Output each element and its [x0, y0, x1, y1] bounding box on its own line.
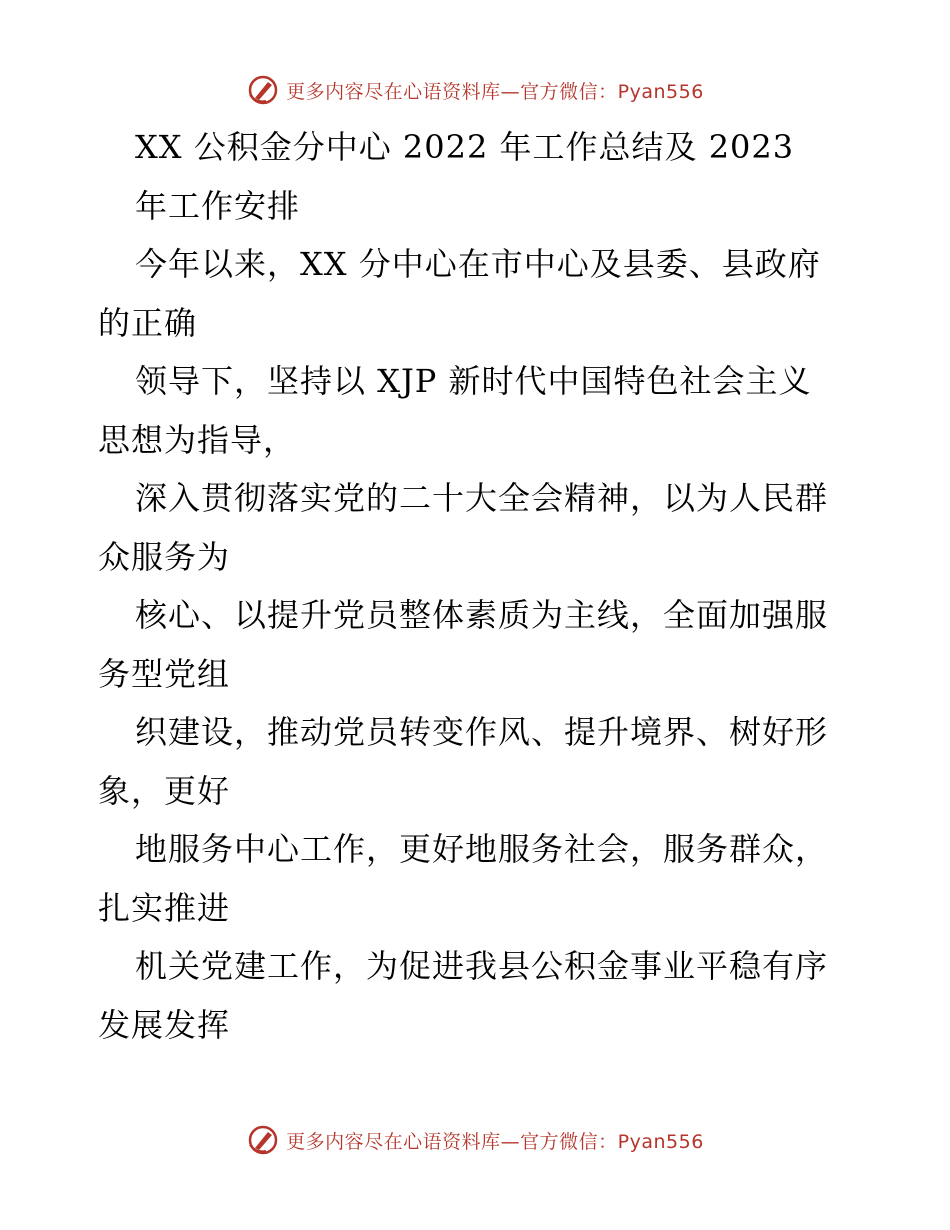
- text-line: 扎实推进: [98, 888, 231, 927]
- footer-watermark: [0, 1120, 950, 1160]
- text-line: 思想为指导，: [98, 420, 297, 459]
- pen-circle-logo-icon: [246, 73, 280, 107]
- text-line: 众服务为: [98, 537, 231, 576]
- text-line: 机关党建工作，为促进我县公积金事业平稳有序: [135, 947, 829, 985]
- watermark-text: 更多内容尽在心语资料库—官方微信：Pyan556: [286, 80, 704, 103]
- text-line: 深入贯彻落实党的二十大全会精神，以为人民群: [135, 479, 829, 517]
- text-line: 核心、以提升党员整体素质为主线，全面加强服: [135, 596, 829, 634]
- text-line: 的正确: [98, 303, 198, 342]
- text-line: 地服务中心工作，更好地服务社会，服务群众，: [135, 830, 829, 868]
- pen-circle-logo-icon: [246, 1123, 280, 1157]
- text-line: 发展发挥: [98, 1005, 231, 1044]
- header-watermark: [0, 70, 950, 110]
- text-line: 领导下，坚持以 XJP 新时代中国特色社会主义: [135, 362, 812, 400]
- text-line: 今年以来，XX 分中心在市中心及县委、县政府: [135, 245, 821, 283]
- text-line: 务型党组: [98, 654, 231, 693]
- text-line: 织建设，推动党员转变作风、提升境界、树好形: [135, 713, 829, 751]
- document-body: [98, 118, 858, 1054]
- text-line: XX 公积金分中心 2022 年工作总结及 2023: [135, 128, 795, 166]
- text-line: 年工作安排: [135, 186, 301, 225]
- text-line: 象，更好: [98, 771, 231, 810]
- watermark-text: 更多内容尽在心语资料库—官方微信：Pyan556: [286, 1130, 704, 1153]
